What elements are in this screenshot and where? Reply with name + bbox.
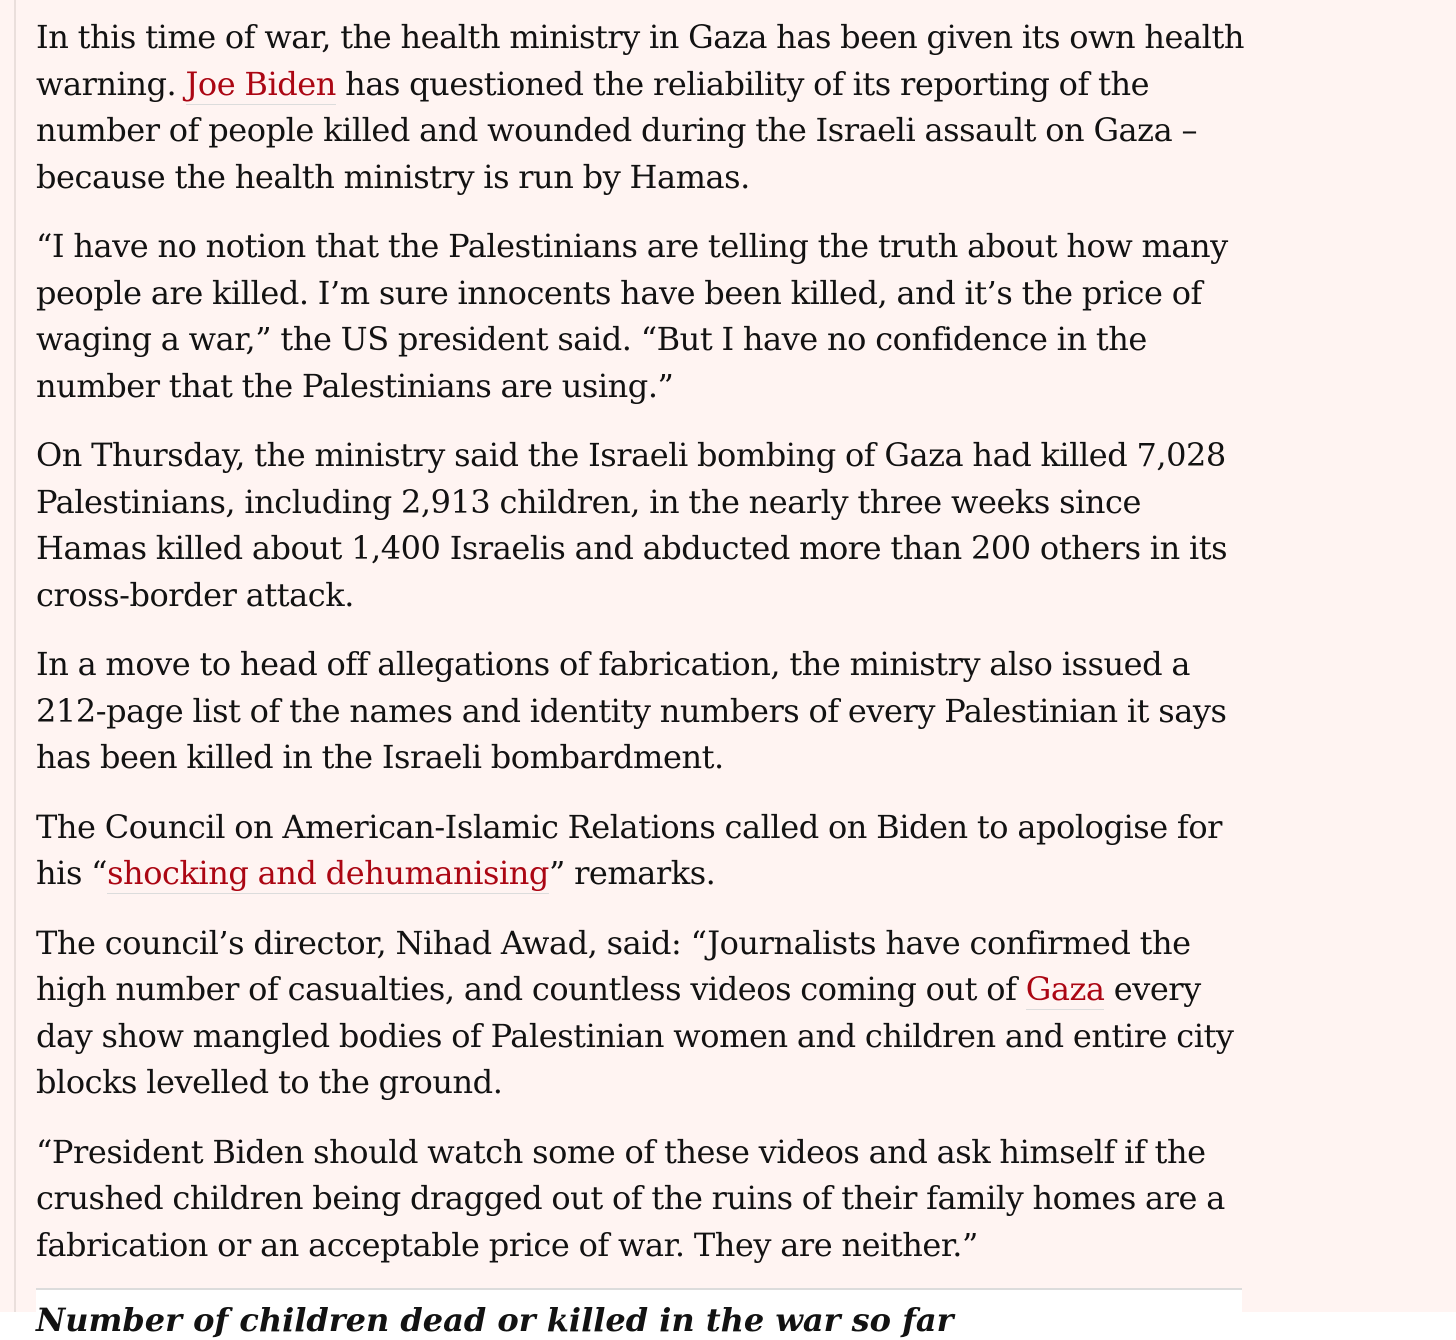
paragraph-5 xyxy=(36,804,1246,897)
gaza-link[interactable]: Gaza xyxy=(1025,970,1105,1008)
shocking-and-dehumanising-link[interactable]: shocking and dehumanising xyxy=(107,854,549,892)
paragraph-6-text-end: every day show mangled bodies of Palestinian women and children and entire city blocks levelled to the ground. xyxy=(36,970,1234,1101)
paragraph-3: On Thursday, the ministry said the Israeli bombing of Gaza had killed 7,028 Palestinians, including 2,913 children, in the nearly three weeks since Hamas killed about 1,400 Israelis and abducted more than 200 others in its cross-border attack. xyxy=(36,436,1228,614)
paragraph-7: “President Biden should watch some of these videos and ask himself if the crushed children being dragged out of the ruins of their family homes are a fabrication or an acceptable price of war. They are neither.” xyxy=(36,1132,1225,1264)
next-content-block xyxy=(36,1288,1242,1339)
paragraph-4: In a move to head off allegations of fabrication, the ministry also issued a 212-page list of the names and identity numbers of every Palestinian it says has been killed in the Israeli bombardment. xyxy=(36,645,1227,776)
paragraph-1-text-start: In this time of war, the health ministry in Gaza has been given its own health warning. xyxy=(36,18,1245,103)
paragraph-1 xyxy=(36,14,1246,200)
paragraph-1-text-end: has questioned the reliability of its reporting of the number of people killed and wounded during the Israeli assault on Gaza – because the health ministry is run by Hamas. xyxy=(36,64,1197,196)
paragraph-5-text-end: ” remarks. xyxy=(548,854,716,892)
paragraph-2: “I have no notion that the Palestinians are telling the truth about how many people are killed. I’m sure innocents have been killed, and it’s the price of waging a war,” the US president said. “But I have no confidence in the number that the Palestinians are using.” xyxy=(36,227,1228,405)
next-block-heading: Number of children dead or killed in the war so far xyxy=(36,1301,954,1339)
paragraph-6-text-start: The council’s director, Nihad Awad, said: “Journalists have confirmed the high number of casualties, and countless videos coming out of xyxy=(36,923,1191,1008)
paragraph-5-text-start: The Council on American-Islamic Relations called on Biden to apologise for his “ xyxy=(36,807,1222,892)
paragraph-6 xyxy=(36,920,1246,1106)
article-body xyxy=(36,14,1246,1291)
joe-biden-link[interactable]: Joe Biden xyxy=(185,64,336,103)
left-border xyxy=(0,0,16,1312)
